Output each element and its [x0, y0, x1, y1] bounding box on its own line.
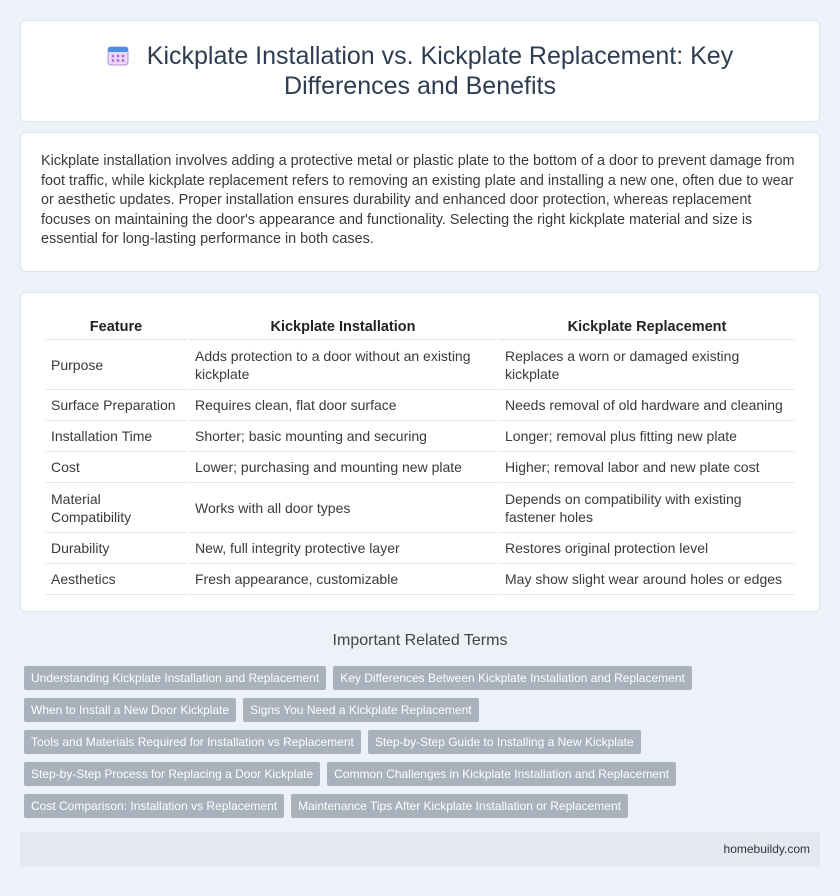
table-cell-replacement: Higher; removal labor and new plate cost	[499, 452, 795, 483]
tag-row	[24, 698, 824, 722]
table-cell-replacement: Needs removal of old hardware and cleaning	[499, 390, 795, 421]
related-term-tag[interactable]: When to Install a New Door Kickplate	[24, 698, 236, 722]
header-feature: Feature	[45, 313, 187, 340]
tag-row	[24, 762, 824, 786]
table-cell-feature: Surface Preparation	[45, 390, 187, 421]
related-term-tag[interactable]: Understanding Kickplate Installation and Replacement	[24, 666, 326, 690]
table-cell-replacement: Replaces a worn or damaged existing kickplate	[499, 340, 795, 390]
table-cell-feature: Aesthetics	[45, 564, 187, 595]
comparison-table	[43, 313, 797, 595]
calendar-icon	[107, 43, 129, 65]
table-cell-installation: Fresh appearance, customizable	[189, 564, 497, 595]
intro-card	[20, 132, 820, 272]
table-row	[45, 452, 795, 483]
table-cell-installation: Requires clean, flat door surface	[189, 390, 497, 421]
title-card	[20, 20, 820, 122]
table-cell-feature: Installation Time	[45, 421, 187, 452]
comparison-card	[20, 292, 820, 612]
table-cell-installation: Shorter; basic mounting and securing	[189, 421, 497, 452]
table-cell-replacement: Longer; removal plus fitting new plate	[499, 421, 795, 452]
table-cell-installation: Lower; purchasing and mounting new plate	[189, 452, 497, 483]
table-cell-replacement: May show slight wear around holes or edges	[499, 564, 795, 595]
table-cell-feature: Purpose	[45, 340, 187, 390]
table-row	[45, 340, 795, 390]
related-terms-list	[24, 666, 824, 826]
related-term-tag[interactable]: Step-by-Step Guide to Installing a New Kickplate	[368, 730, 641, 754]
table-cell-feature: Cost	[45, 452, 187, 483]
tag-row	[24, 730, 824, 754]
header-installation: Kickplate Installation	[189, 313, 497, 340]
table-row	[45, 533, 795, 564]
footer-site-link[interactable]: homebuildy.com	[723, 842, 810, 856]
table-header-row	[45, 313, 795, 340]
table-row	[45, 421, 795, 452]
tag-row	[24, 666, 824, 690]
intro-text: Kickplate installation involves adding a protective metal or plastic plate to the bottom of a door to prevent damage from foot traffic, while kickplate replacement refers to removing an existing plate and installing a new one, often due to wear or aesthetic updates. Proper installation ensures durability and enhanced door protection, whereas replacement focuses on maintaining the door's appearance and functionality. Selecting the right kickplate material and size is essential for long-lasting performance in both cases.	[41, 153, 795, 248]
related-term-tag[interactable]: Common Challenges in Kickplate Installation and Replacement	[327, 762, 676, 786]
table-cell-replacement: Depends on compatibility with existing fastener holes	[499, 483, 795, 533]
page-title: Kickplate Installation vs. Kickplate Replacement: Key Differences and Benefits	[146, 42, 734, 100]
related-term-tag[interactable]: Signs You Need a Kickplate Replacement	[243, 698, 478, 722]
table-cell-installation: Adds protection to a door without an existing kickplate	[189, 340, 497, 390]
table-cell-installation: Works with all door types	[189, 483, 497, 533]
table-cell-installation: New, full integrity protective layer	[189, 533, 497, 564]
related-term-tag[interactable]: Key Differences Between Kickplate Installation and Replacement	[333, 666, 692, 690]
related-term-tag[interactable]: Tools and Materials Required for Installation vs Replacement	[24, 730, 361, 754]
table-cell-feature: Durability	[45, 533, 187, 564]
table-row	[45, 564, 795, 595]
related-terms-title: Important Related Terms	[332, 632, 508, 649]
table-row	[45, 483, 795, 533]
table-cell-replacement: Restores original protection level	[499, 533, 795, 564]
related-term-tag[interactable]: Step-by-Step Process for Replacing a Door Kickplate	[24, 762, 320, 786]
table-row	[45, 390, 795, 421]
footer	[20, 832, 820, 866]
related-term-tag[interactable]: Cost Comparison: Installation vs Replacement	[24, 794, 284, 818]
header-replacement: Kickplate Replacement	[499, 313, 795, 340]
table-cell-feature: Material Compatibility	[45, 483, 187, 533]
related-term-tag[interactable]: Maintenance Tips After Kickplate Installation or Replacement	[291, 794, 628, 818]
tag-row	[24, 794, 824, 818]
page-title-wrap	[41, 41, 799, 101]
